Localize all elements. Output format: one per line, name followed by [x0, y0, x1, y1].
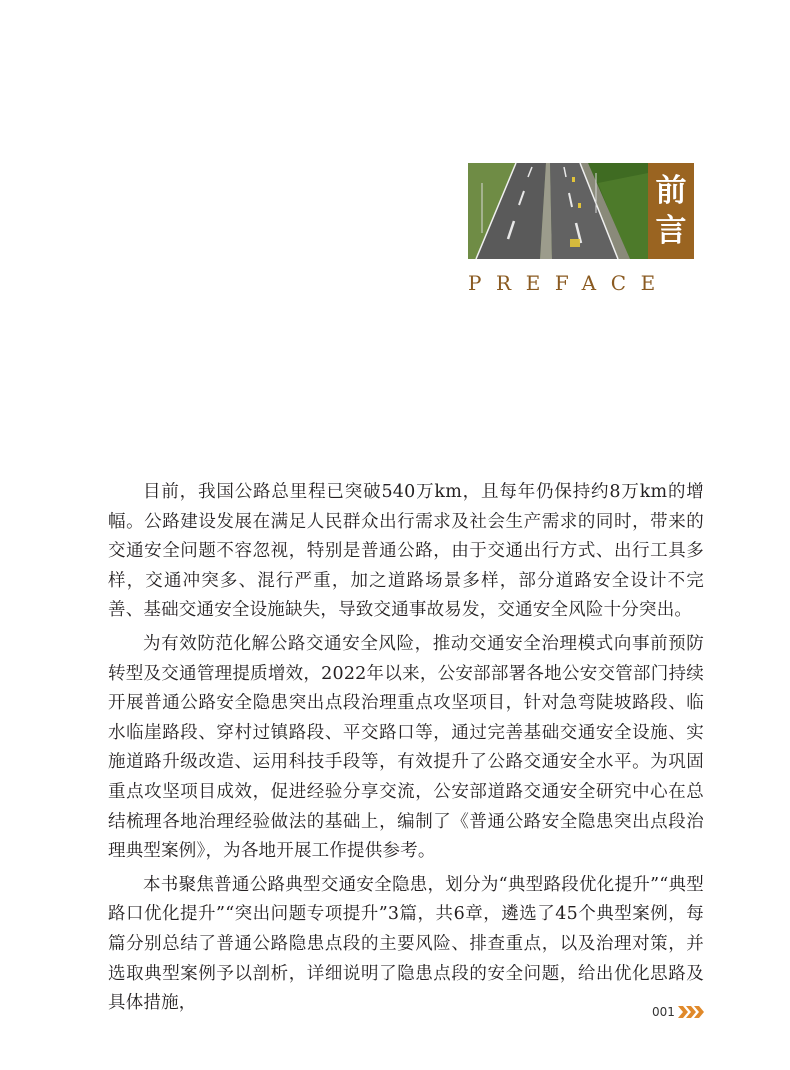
paragraph-2: 为有效防范化解公路交通安全风险，推动交通安全治理模式向事前预防转型及交通管理提质增效，2022年以来，公安部部署各地公安交管部门持续开展普通公路安全隐患突出点段治理重点攻坚项目，针对急弯陡坡路段、临水临崖路段、穿村过镇路段、平交路口等，通过完善基础交通安全设施、实施道路升级改造、运用科技手段等，有效提升了公路交通安全水平。为巩固重点攻坚项目成效，促进经验分享交流，公安部道路交通安全研究中心在总结梳理各地治理经验做法的基础上，编制了《普通公路安全隐患突出点段治理典型案例》，为各地开展工作提供参考。: [108, 633, 704, 862]
chapter-header: [468, 163, 694, 293]
chapter-title-char-2: 言: [655, 213, 687, 249]
page-footer: [652, 1003, 704, 1021]
preface-subtitle: PREFACE: [468, 271, 670, 295]
paragraph-3: 本书聚焦普通公路典型交通安全隐患，划分为“典型路段优化提升”“典型路口优化提升”“突出问题专项提升”3篇，共6章，遴选了45个典型案例，每篇分别总结了普通公路隐患点段的主要风险、排查重点，以及治理对策，并选取典型案例予以剖析，详细说明了隐患点段的安全问题，给出优化思路及具体措施，: [108, 874, 704, 1014]
triple-chevron-right-icon: [678, 1006, 704, 1018]
body-text: [108, 478, 704, 1023]
road-photo-icon: [468, 163, 648, 259]
page-number: 001: [652, 1005, 675, 1019]
chapter-title-char-1: 前: [655, 173, 687, 209]
chapter-title-box: [648, 163, 694, 259]
paragraph-1: 目前，我国公路总里程已突破540万km，且每年仍保持约8万km的增幅。公路建设发展在满足人民群众出行需求及社会生产需求的同时，带来的交通安全问题不容忽视，特别是普通公路，由于交通出行方式、出行工具多样，交通冲突多、混行严重，加之道路场景多样，部分道路安全设计不完善、基础交通安全设施缺失，导致交通事故易发，交通安全风险十分突出。: [108, 482, 704, 621]
